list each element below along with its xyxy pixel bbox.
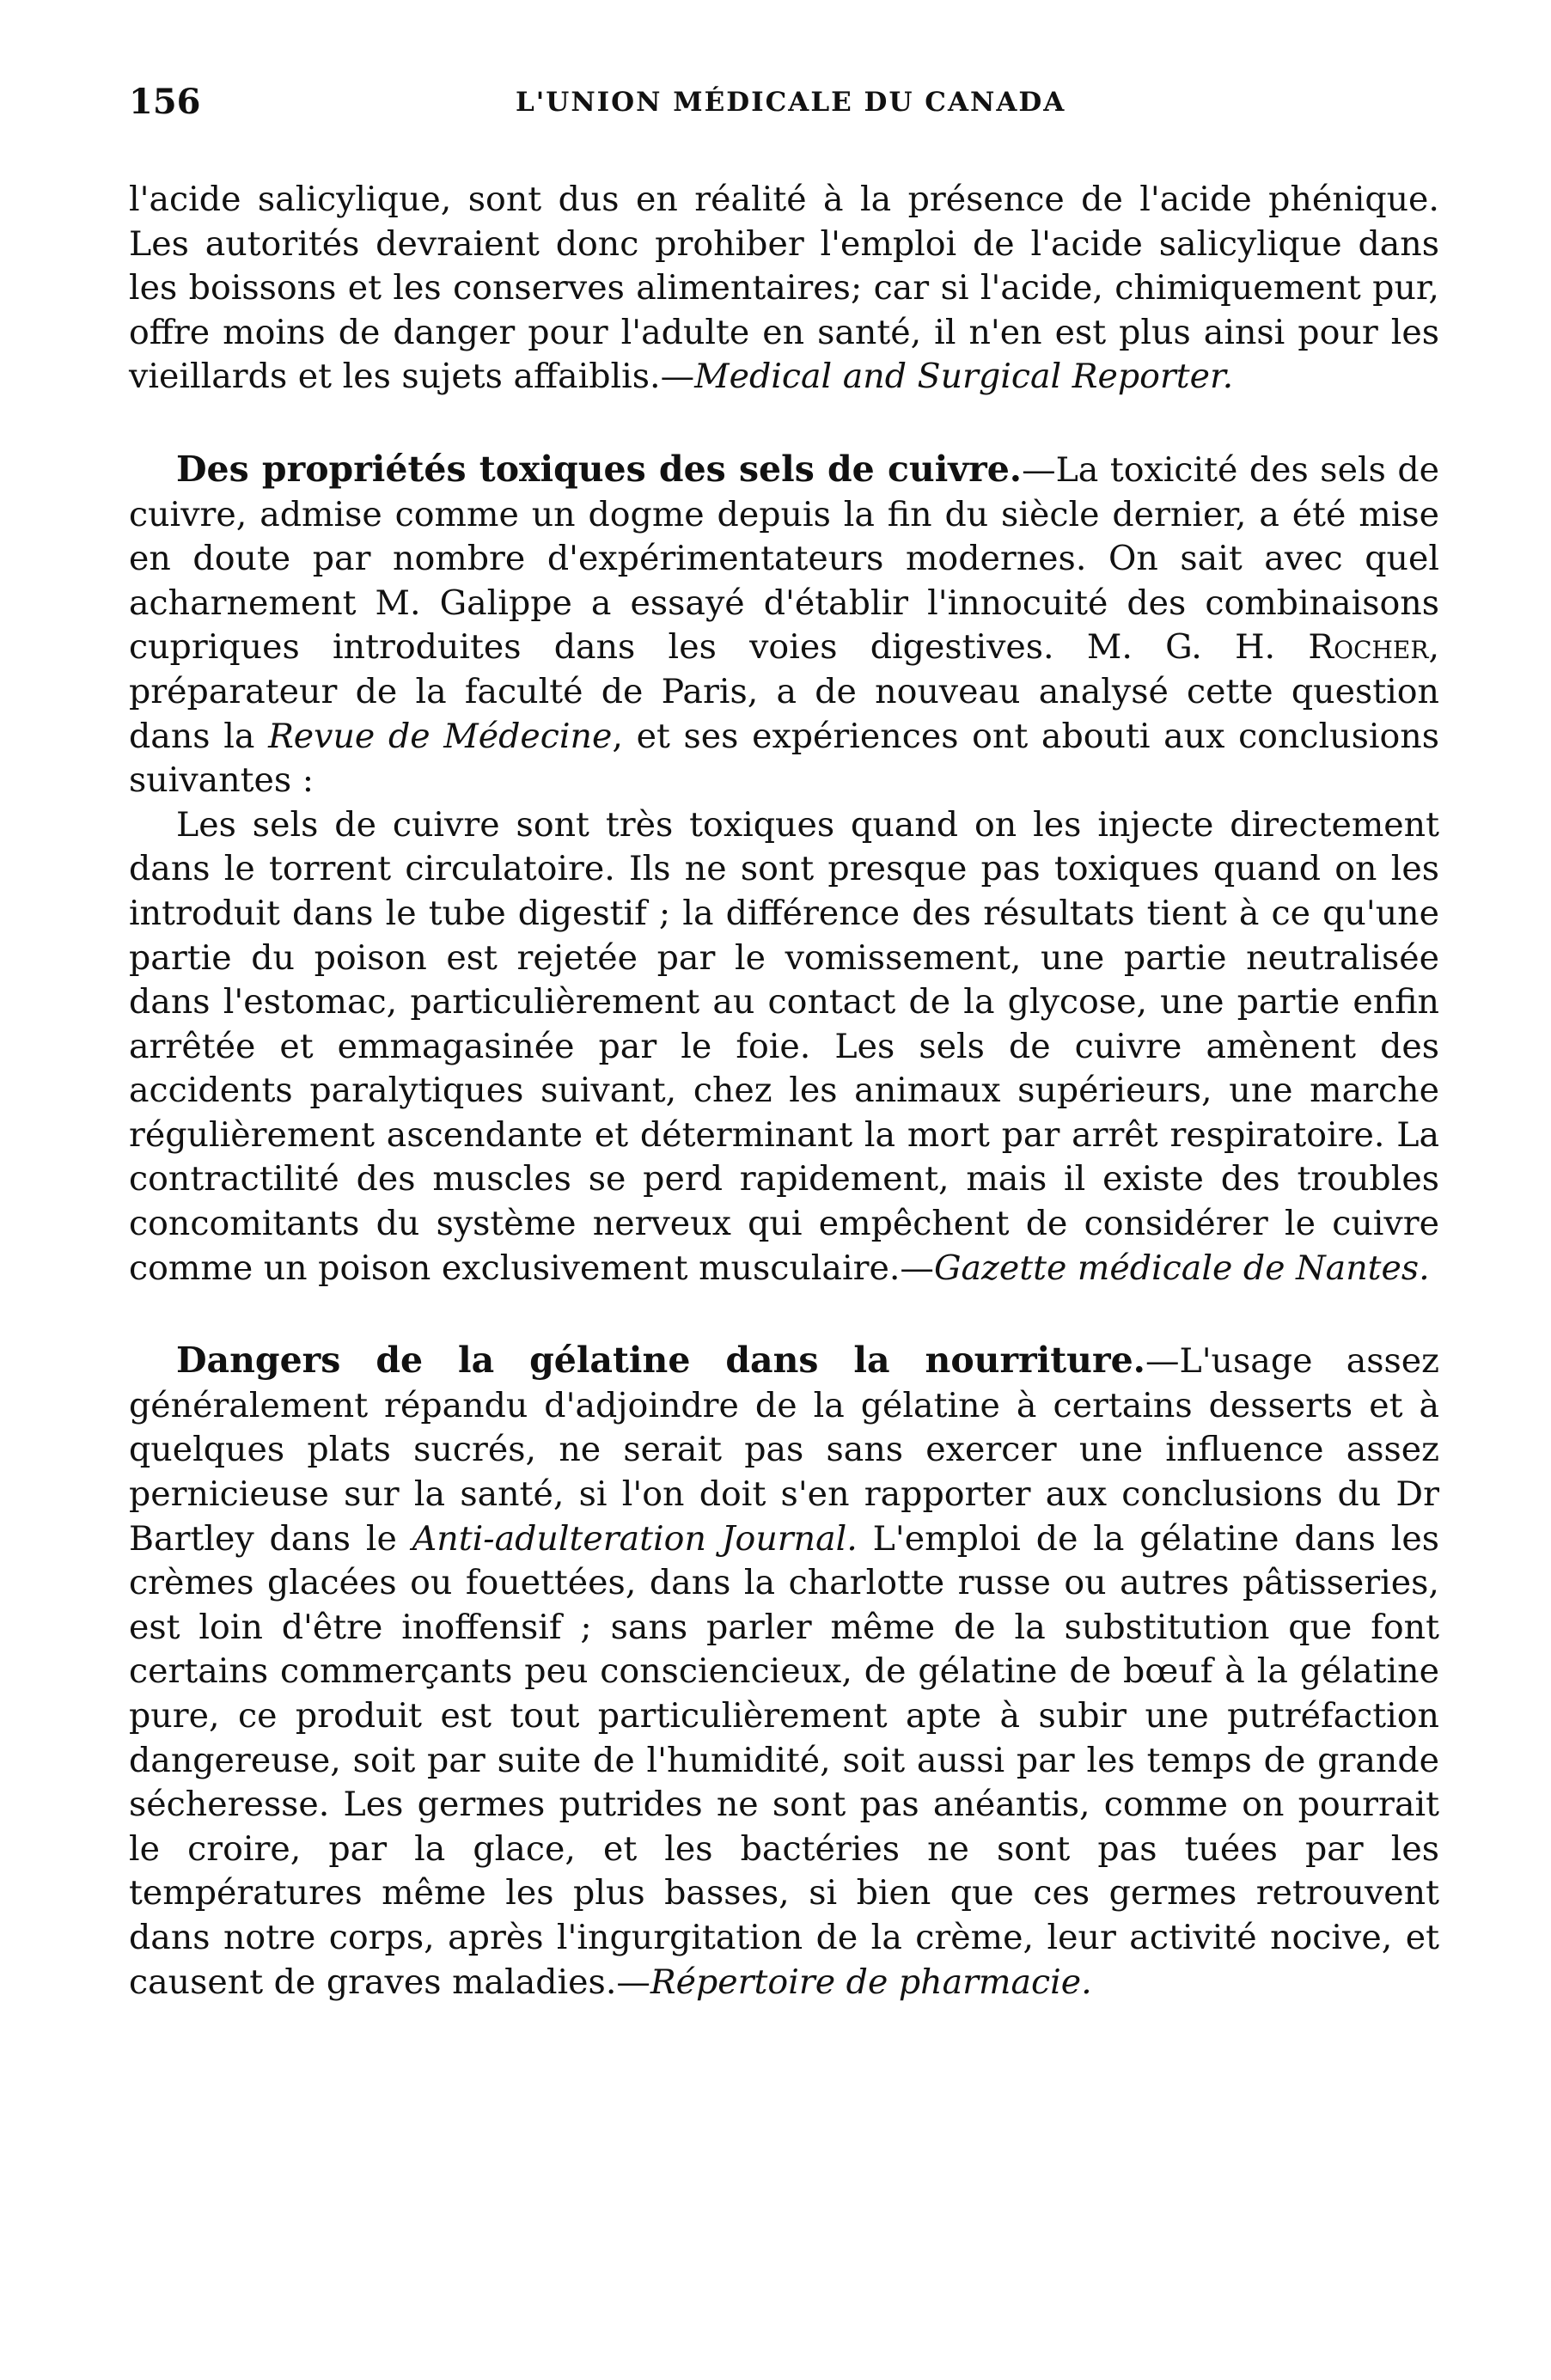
journal-title: L'UNION MÉDICALE DU CANADA — [516, 87, 1066, 118]
article-1-journal-name: Revue de Médecine — [268, 716, 613, 756]
running-head — [129, 82, 1439, 142]
section-gap — [129, 1291, 1439, 1339]
article-2-title: Dangers de la gélatine dans la nourriture. — [176, 1340, 1145, 1382]
intro-paragraph — [129, 178, 1439, 400]
intro-source: Medical and Surgical Reporter. — [694, 357, 1234, 397]
article-1-paragraph-1 — [129, 448, 1439, 803]
article-1-source: Gazette médicale de Nantes. — [933, 1248, 1430, 1288]
article-2-journal-name: Anti-adulteration Journal. — [412, 1518, 858, 1559]
article-2-text-part-1: —L'usage assez généralement répandu d'adjoindre de la gélatine à certains desserts et à quelques plats sucrés, ne serait pas sans exercer une influence assez pernicieuse sur la santé, si l'on doit s'en rapporter aux conclusions du Dr Bartley dans le — [129, 1341, 1439, 1559]
article-2-paragraph — [129, 1339, 1439, 2005]
article-1-title: Des propriétés toxiques des sels de cuivre. — [176, 448, 1023, 490]
article-1-author-name: Rocher — [1308, 627, 1429, 668]
page-content — [129, 82, 1439, 2005]
article-1-text-part-2: , préparateur de la faculté de Paris, a de nouveau analysé cette question dans la — [129, 627, 1439, 756]
article-1-text-part-3: , et ses expériences ont abouti aux conclusions suivantes : — [129, 716, 1439, 801]
article-2-text-part-2: L'emploi de la gélatine dans les crèmes glacées ou fouettées, dans la charlotte russe ou autres pâtisseries, est loin d'être inoffensif ; sans parler même de la substitution que font certains commerçants peu consciencieux, de gélatine de bœuf à la gélatine pure, ce produit est tout particulièrement apte à subir une putréfaction dangereuse, soit par suite de l'humidité, soit aussi par les temps de grande sécheresse. Les germes putrides ne sont pas anéantis, comme on pourrait le croire, par la glace, et les bactéries ne sont pas tuées par les températures même les plus basses, si bien que ces germes retrouvent dans notre corps, après l'ingurgitation de la crème, leur activité nocive, et causent de graves maladies.— — [129, 1518, 1439, 2002]
page-number: 156 — [129, 82, 201, 122]
article-2-source: Répertoire de pharmacie. — [650, 1962, 1092, 2002]
article-1-text-part-1: —La toxicité des sels de cuivre, admise comme un dogme depuis la fin du siècle dernier, a été mise en doute par nombre d'expérimentateurs modernes. On sait avec quel acharnement M. Galippe a essayé d'établir l'innocuité des combinaisons cupriques introduites dans les voies digestives. M. G. H. — [129, 449, 1440, 668]
section-gap — [129, 400, 1439, 448]
article-1-paragraph-2 — [129, 803, 1439, 1291]
article-1-conclusions: Les sels de cuivre sont très toxiques quand on les injecte directement dans le torrent circulatoire. Ils ne sont presque pas toxiques quand on les introduit dans le tube digestif ; la différence des résultats tient à ce qu'une partie du poison est rejetée par le vomissement, une partie neutralisée dans l'estomac, particulièrement au contact de la glycose, une partie enfin arrêtée et emmagasinée par le foie. Les sels de cuivre amènent des accidents paralytiques suivant, chez les animaux supérieurs, une marche régulièrement ascendante et déterminant la mort par arrêt respiratoire. La contractilité des muscles se perd rapidement, mais il existe des troubles concomitants du système nerveux qui empêchent de considérer le cuivre comme un poison exclusivement musculaire.— — [129, 804, 1439, 1288]
intro-text: l'acide salicylique, sont dus en réalité à la présence de l'acide phénique. Les autorités devraient donc prohiber l'emploi de l'acide salicylique dans les boissons et les conserves alimentaires; car si l'acide, chimiquement pur, offre moins de danger pour l'adulte en santé, il n'en est plus ainsi pour les vieillards et les sujets affaiblis.— — [129, 180, 1439, 397]
